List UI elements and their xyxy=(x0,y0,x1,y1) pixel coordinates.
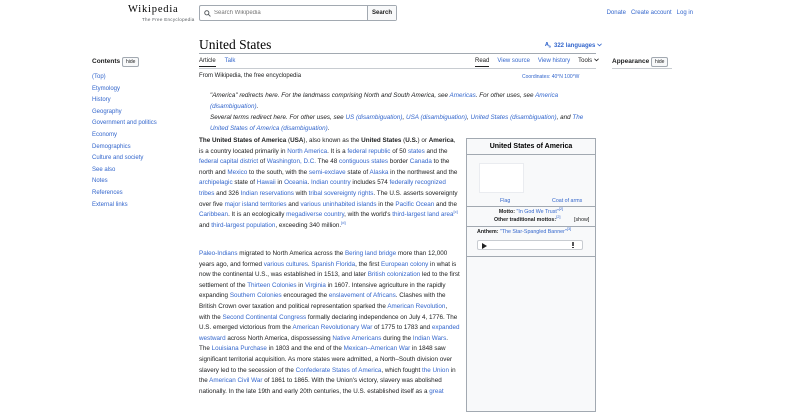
text-run: . Clashes with the British Crown over taxation and political representation sparked the xyxy=(199,292,446,310)
article-link[interactable]: European colony xyxy=(381,260,429,268)
article-link[interactable]: enslavement of Africans xyxy=(328,292,396,300)
text-run: . The U.S. asserts sovereignty over five xyxy=(199,189,458,208)
article-link[interactable]: major island territories xyxy=(224,200,287,208)
article-link[interactable]: third-largest population xyxy=(211,221,276,229)
article-link[interactable]: British colonization xyxy=(367,271,421,279)
text-run: to the south, with the xyxy=(247,168,309,176)
svg-text:A: A xyxy=(545,41,549,48)
bold-term: The United States of America xyxy=(199,137,287,144)
motto-label: Motto: xyxy=(498,209,517,215)
coordinates-link[interactable]: Coordinates: 40°N 100°W xyxy=(522,74,580,80)
text-run: and xyxy=(286,200,301,208)
toc-item-history[interactable]: History xyxy=(92,97,111,104)
toc-hide-button[interactable]: hide xyxy=(122,57,139,67)
bold-term: USA xyxy=(290,137,304,144)
article-link[interactable]: American Revolution xyxy=(387,302,446,310)
text-run: , with the world's xyxy=(344,211,393,219)
tab-view-source[interactable]: View source xyxy=(497,58,530,64)
article-link[interactable]: Second Continental Congress xyxy=(222,313,307,321)
anthem-audio-player[interactable] xyxy=(477,240,583,250)
user-links xyxy=(607,10,693,16)
anthem-label: Anthem: xyxy=(477,229,500,235)
text-run: more than 12,000 years ago, and formed xyxy=(199,250,448,268)
text-run: The 48 xyxy=(316,158,340,166)
article-link[interactable]: contiguous states xyxy=(339,158,389,166)
appearance-title: Appearance xyxy=(612,58,650,65)
article-link[interactable]: megadiverse country xyxy=(286,211,345,219)
text-run: and the xyxy=(424,147,448,155)
svg-text:a: a xyxy=(548,44,551,48)
toc-item-government[interactable]: Government and politics xyxy=(92,120,157,127)
view-tabs xyxy=(475,58,599,67)
tools-label: Tools xyxy=(578,58,593,64)
toc-item-external-links[interactable]: External links xyxy=(92,201,128,208)
anthem-link[interactable]: "The Star-Spangled Banner" xyxy=(499,229,567,235)
toc-item-see-also[interactable]: See also xyxy=(92,166,116,173)
text-run: and the xyxy=(434,200,458,208)
article-link[interactable]: Paleo-Indians xyxy=(199,250,238,257)
article-link[interactable]: Pacific Ocean xyxy=(395,200,435,208)
tab-read[interactable]: Read xyxy=(475,58,489,67)
text-run: encouraged the xyxy=(281,292,329,300)
flag-image[interactable] xyxy=(479,163,524,193)
text-run: in the xyxy=(376,200,396,208)
text-run: state of xyxy=(345,168,370,176)
article-link[interactable]: Virginia xyxy=(304,281,326,289)
text-run: and xyxy=(199,221,212,229)
play-icon[interactable] xyxy=(482,243,487,249)
article-link[interactable]: various cultures xyxy=(263,260,308,268)
text-run: . xyxy=(307,179,312,187)
text-run: migrated to North America across the xyxy=(237,250,345,257)
toc-item-culture[interactable]: Culture and society xyxy=(92,155,144,162)
text-run: to the north and xyxy=(199,158,450,176)
text-run: in 1803 and the end of the xyxy=(266,345,344,353)
text-run: ( xyxy=(286,137,291,144)
article-link[interactable]: expanded westward xyxy=(199,324,460,342)
anthem-row xyxy=(477,226,572,235)
article-link[interactable]: North America xyxy=(287,147,328,155)
hatnote-terms: Several terms redirect here. For other uses, see US (disambiguation), USA (disambiguation), United States (disambiguation), and The United States of America (disambiguation). xyxy=(210,114,584,132)
text-run: ), also known as the xyxy=(303,137,362,144)
text-run: led to the first settlement of the xyxy=(199,271,460,289)
toc-item-etymology[interactable]: Etymology xyxy=(92,85,121,92)
lead-paragraph-2 xyxy=(199,249,460,397)
coat-of-arms-link[interactable]: Coat of arms xyxy=(552,198,583,204)
page-title: United States xyxy=(199,37,272,52)
language-count: 322 languages xyxy=(554,42,596,49)
article-link[interactable]: tribal sovereignty rights xyxy=(308,189,374,197)
hatnote-america: "America" redirects here. For the landmass comprising North and South America, see Americas. For other uses, see America (disambiguation). xyxy=(210,92,559,110)
toc-item-geography[interactable]: Geography xyxy=(92,108,122,115)
infobox-divider xyxy=(467,206,595,207)
text-run: in the northwest and the xyxy=(388,168,458,176)
article-link[interactable]: Indian reservations xyxy=(240,189,294,197)
traditional-mottos-label: Other traditional mottos: xyxy=(494,217,557,223)
infobox-divider xyxy=(467,226,595,227)
article-link[interactable]: Indian Wars xyxy=(412,334,447,342)
article-link[interactable]: Mexico xyxy=(227,168,248,176)
united-states-disambiguation-link[interactable]: United States (disambiguation) xyxy=(470,114,557,121)
tabs-divider xyxy=(199,68,596,69)
article-link[interactable]: states xyxy=(407,147,425,155)
text-run: , exceeding 340 million. xyxy=(275,221,342,229)
motto-ref[interactable]: [2] xyxy=(558,206,564,212)
article-link[interactable]: Caribbean xyxy=(199,211,229,219)
text-run: in the xyxy=(199,366,456,385)
article-link[interactable]: Bering land bridge xyxy=(344,250,397,257)
toc-item-economy[interactable]: Economy xyxy=(92,131,118,138)
text-run: . xyxy=(307,260,312,268)
toc-item-top[interactable]: (Top) xyxy=(92,74,106,80)
article-link[interactable]: federally recognized tribes xyxy=(199,179,446,197)
text-run: . The xyxy=(199,334,448,353)
article-link[interactable]: Indian country xyxy=(311,179,351,187)
namespace-tabs xyxy=(199,58,235,67)
text-run: in 1607. Intensive agriculture in the rapidly expanding xyxy=(199,281,446,300)
text-run: and 326 xyxy=(214,189,241,197)
appearance-hide-button[interactable]: hide xyxy=(651,57,668,67)
article-link[interactable]: American Revolutionary War xyxy=(292,324,373,332)
article-link[interactable]: third-largest land area xyxy=(392,211,454,219)
article-link[interactable]: archipelagic xyxy=(199,179,233,187)
article-link[interactable]: federal republic xyxy=(347,147,391,155)
traditional-mottos-row xyxy=(494,214,561,223)
chevron-down-icon xyxy=(594,58,599,64)
article-link[interactable]: Washington, D.C. xyxy=(266,158,317,166)
text-run: in 1848 saw significant territorial acquisition. As more states were admitted, a North–South division over slavery led to the secession of the xyxy=(199,345,453,374)
toc-item-demographics[interactable]: Demographics xyxy=(92,143,131,150)
more-options-icon[interactable] xyxy=(572,242,574,248)
article-link[interactable]: various uninhabited islands xyxy=(300,200,377,208)
americas-link[interactable]: Americas xyxy=(449,92,476,99)
bold-term: United States xyxy=(361,137,402,144)
article-link[interactable]: Canada xyxy=(409,158,432,166)
text-run: in xyxy=(275,179,285,187)
anthem-ref[interactable]: [3] xyxy=(566,226,572,232)
tab-view-history[interactable]: View history xyxy=(537,58,571,64)
article-link[interactable]: Southern Colonies xyxy=(229,292,282,300)
text-run: border xyxy=(388,158,410,166)
footnote-ref[interactable]: [d] xyxy=(341,219,346,225)
article-link[interactable]: the Union xyxy=(421,366,449,374)
article-link[interactable]: federal capital district xyxy=(199,158,259,166)
text-run: formally declaring independence on July 4, 1776. The U.S. emerged victorious from the xyxy=(199,313,458,332)
text-run: in xyxy=(296,281,305,289)
article-link[interactable]: Hawaii xyxy=(256,179,276,187)
search-button[interactable]: Search xyxy=(367,6,396,20)
text-run: of 1861 to 1865. With the Union's victory, slavery was abolished nationally. In the late 19th and early 20th centuries, the U.S. established itself as a xyxy=(199,377,442,395)
text-run: ( xyxy=(401,137,406,144)
appearance-divider xyxy=(612,68,672,69)
text-run: in what is now the continental U.S., was established in 1513, and later xyxy=(199,260,457,279)
text-run: during the xyxy=(381,334,413,342)
lead-paragraph-1 xyxy=(199,136,460,231)
infobox xyxy=(466,138,596,412)
article-link[interactable]: Confederate States of America xyxy=(295,366,382,374)
text-run: . It is a xyxy=(327,147,348,155)
text-run: across North America, dispossessing xyxy=(225,334,333,342)
america-disambiguation-link[interactable]: America (disambiguation) xyxy=(210,92,559,110)
text-run: state of xyxy=(232,179,257,187)
text-run: of xyxy=(258,158,267,166)
show-mottos-toggle[interactable]: [show] xyxy=(574,217,590,223)
tab-article[interactable]: Article xyxy=(199,58,216,67)
text-run: . It is an ecologically xyxy=(228,211,287,219)
text-run: , which fought xyxy=(381,366,422,374)
usa-full-disambiguation-link[interactable]: The United States of America (disambiguation) xyxy=(210,114,584,132)
text-run: , with the xyxy=(199,302,448,321)
infobox-divider xyxy=(467,256,595,257)
toc-item-references[interactable]: References xyxy=(92,189,123,196)
tools-menu[interactable] xyxy=(578,58,599,67)
article-link[interactable]: Native Americans xyxy=(332,334,382,342)
text-run: ) or xyxy=(417,137,429,144)
article-link[interactable]: great xyxy=(429,387,444,395)
motto-link[interactable]: "In God We Trust" xyxy=(516,209,559,215)
motto-row xyxy=(467,206,595,215)
text-run: with xyxy=(293,189,309,197)
usa-disambiguation-link[interactable]: USA (disambiguation) xyxy=(406,114,468,121)
article-link[interactable]: Louisiana Purchase xyxy=(211,345,267,353)
site-subtitle: From Wikipedia, the free encyclopedia xyxy=(199,73,302,79)
article-link[interactable]: American Civil War xyxy=(209,377,263,385)
language-button[interactable] xyxy=(545,41,602,50)
logo-tagline: The Free Encyclopedia xyxy=(142,17,195,22)
bold-term: U.S. xyxy=(405,137,418,144)
traditional-mottos-ref[interactable]: [2] xyxy=(556,214,561,220)
chevron-down-icon xyxy=(597,43,602,49)
search-input[interactable] xyxy=(214,6,367,20)
article-link[interactable]: Mexican–American War xyxy=(343,345,411,353)
create-account-link[interactable]: Create account xyxy=(630,10,672,16)
text-run: of 1775 to 1783 and xyxy=(372,324,432,332)
us-disambiguation-link[interactable]: US (disambiguation) xyxy=(345,114,403,121)
text-run: , is a country located primarily in xyxy=(199,137,456,155)
flag-caption-link[interactable]: Flag xyxy=(500,198,511,204)
article-link[interactable]: semi-exclave xyxy=(308,168,346,176)
log-in-link[interactable]: Log in xyxy=(676,10,693,16)
title-divider xyxy=(199,53,596,54)
toc-list xyxy=(92,72,157,211)
tab-talk[interactable]: Talk xyxy=(224,58,236,64)
article-link[interactable]: Alaska xyxy=(369,168,389,176)
text-run: includes 574 xyxy=(350,179,390,187)
search-bar xyxy=(199,5,397,21)
article-link[interactable]: Thirteen Colonies xyxy=(247,281,297,289)
text-run: of 50 xyxy=(390,147,408,155)
translate-icon xyxy=(545,41,552,50)
article-link[interactable]: Spanish Florida xyxy=(311,260,356,268)
text-run: , the first xyxy=(355,260,382,268)
toc-item-notes[interactable]: Notes xyxy=(92,178,108,185)
footnote-ref[interactable]: [c] xyxy=(453,209,458,215)
infobox-title: United States of America xyxy=(467,139,595,155)
article-link[interactable]: Oceania xyxy=(284,179,308,187)
search-icon xyxy=(200,6,214,20)
donate-link[interactable]: Donate xyxy=(606,10,626,16)
wikipedia-logo[interactable]: Wikipedia xyxy=(128,4,179,15)
bold-term: America xyxy=(428,137,454,144)
toc-title: Contents xyxy=(92,58,121,65)
